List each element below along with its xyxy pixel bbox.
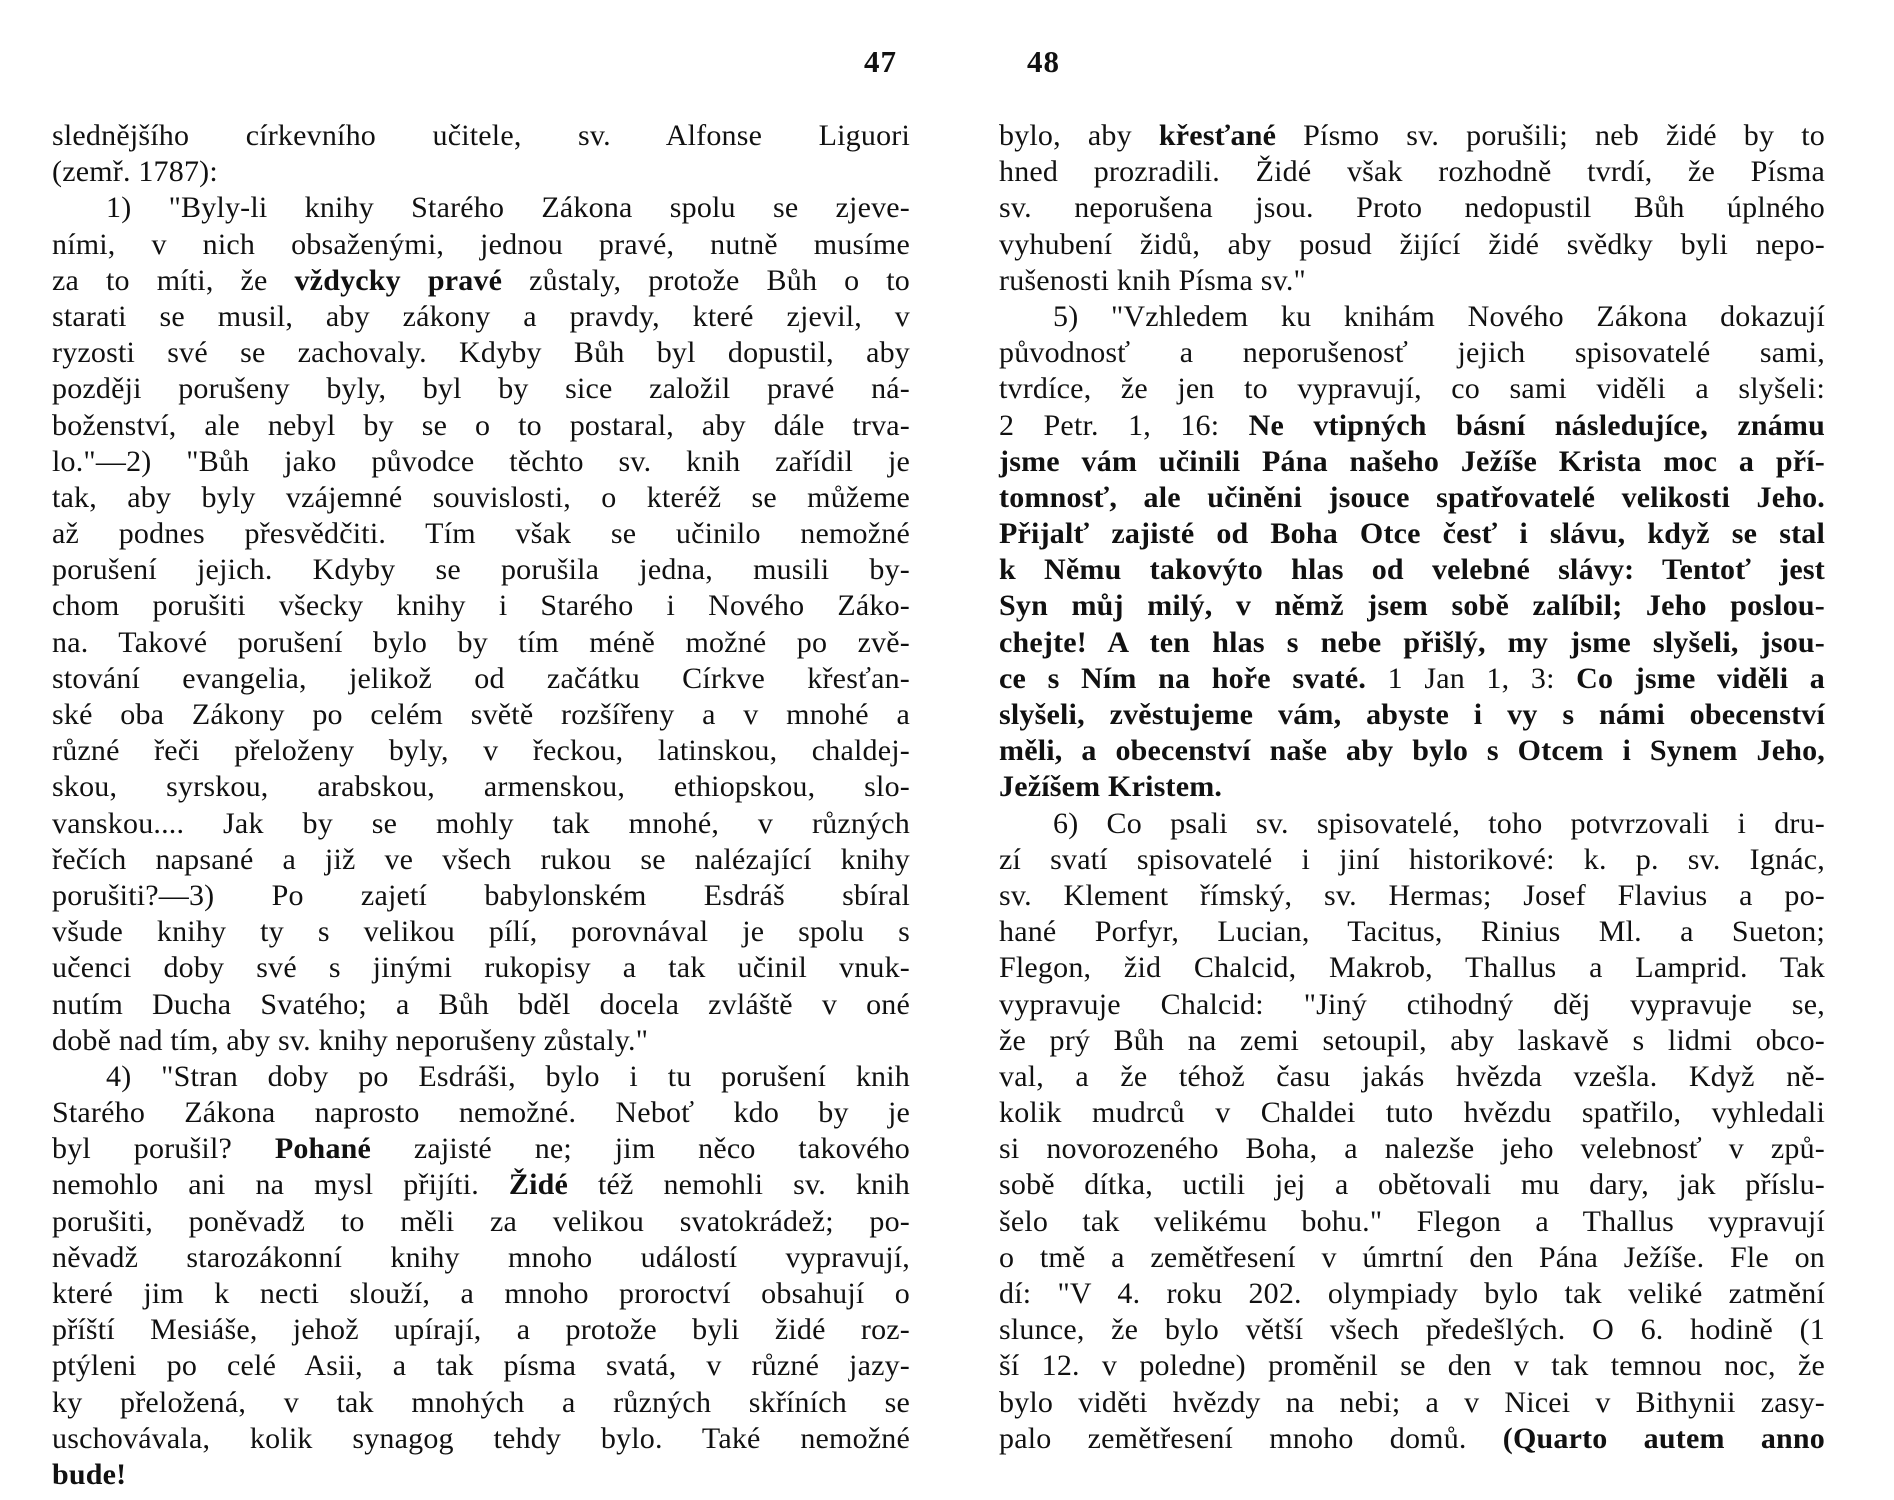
text-line — [999, 552, 1825, 588]
text-line — [999, 987, 1825, 1023]
text-line — [999, 661, 1825, 697]
text-line — [999, 1240, 1825, 1276]
bold-text-segment: ce s Ním na hoře svaté. — [999, 661, 1367, 695]
text-segment: na. Takové porušení bylo by tím méně možné po zvě- — [52, 625, 910, 659]
text-segment: vypravuje Chalcid: "Jiný ctihodný děj vypravuje se, — [999, 987, 1825, 1021]
text-line — [999, 118, 1825, 154]
text-segment: zí svatí spisovatelé i jiní historikové: k. p. sv. Ignác, — [999, 842, 1825, 876]
text-segment: ními, v nich obsaženými, jednou pravé, nutně musíme — [52, 227, 910, 261]
text-line — [999, 371, 1825, 407]
text-line — [999, 154, 1825, 190]
bold-text-segment: Přijalť zajisté od Boha Otce česť i slávu, když se stal — [999, 517, 1825, 551]
text-line — [999, 444, 1825, 480]
page-number: 47 — [864, 44, 897, 79]
text-segment: vyhubení židů, aby posud žijící židé svědky byli nepo- — [999, 227, 1825, 261]
text-line — [999, 335, 1825, 371]
text-line — [52, 371, 910, 407]
bold-text-segment: slyšeli, zvěstujeme vám, abyste i vy s námi obecenství — [999, 698, 1825, 731]
text-segment: až podnes přesvědčiti. Tím však se učinilo nemožné — [52, 517, 910, 551]
text-segment: učenci doby své s jinými rukopisy a tak učinil vnuk- — [52, 951, 910, 985]
bold-text-segment: k Němu takovýto hlas od velebné slávy: Tentoť jest — [999, 553, 1825, 587]
text-segment: různé řeči přeloženy byly, v řeckou, latinskou, chaldej- — [52, 734, 910, 768]
bold-text-segment: (Quarto autem anno — [1502, 1421, 1825, 1455]
text-segment: později porušeny byly, byl by sice založil pravé ná- — [52, 372, 910, 406]
text-line — [999, 1421, 1825, 1457]
bold-text-segment: Syn můj milý, v němž jsem sobě zalíbil; Jeho poslou- — [999, 589, 1825, 623]
text-line — [999, 516, 1825, 552]
text-segment: původnosť a neporušenosť jejich spisovatelé sami, — [999, 336, 1825, 370]
text-segment: stování evangelia, jelikož od začátku Církve křesťan- — [52, 661, 910, 695]
text-segment: sv. neporušena jsou. Proto nedopustil Bůh úplného — [999, 191, 1825, 225]
text-segment: uschovávala, kolik synagog tehdy bylo. Také nemožné — [52, 1421, 910, 1455]
text-segment: 1 Jan 1, 3: — [1366, 661, 1577, 695]
text-line — [999, 227, 1825, 263]
text-line — [999, 190, 1825, 226]
text-line — [52, 1312, 910, 1348]
text-segment: 1) "Byly-li knihy Starého Zákona spolu se zjeve- — [106, 191, 910, 225]
text-segment: si novorozeného Boha, a nalezše jeho velebnosť v způ- — [999, 1132, 1825, 1166]
text-segment: příští Mesiáše, jehož upírají, a protože byli židé roz- — [52, 1313, 910, 1347]
text-segment: byl porušil? — [52, 1132, 275, 1166]
text-segment: skou, syrskou, arabskou, armenskou, ethiopskou, slo- — [52, 770, 910, 804]
text-segment: nutím Ducha Svatého; a Bůh bděl docela zvláště v oné — [52, 987, 910, 1021]
text-segment: rušenosti knih Písma sv." — [999, 263, 1306, 297]
text-line — [52, 299, 910, 335]
text-line — [52, 1023, 910, 1059]
text-segment: lo."—2) "Bůh jako původce těchto sv. knih zařídil je — [52, 444, 910, 478]
bold-text-segment: měli, a obecenství naše aby bylo s Otcem i Synem Jeho, — [999, 734, 1825, 768]
text-line — [999, 625, 1825, 661]
body-text — [999, 118, 1825, 1457]
body-text — [52, 118, 910, 1493]
text-line — [999, 806, 1825, 842]
text-line — [999, 950, 1825, 986]
text-line — [52, 408, 910, 444]
text-line — [52, 480, 910, 516]
text-line — [52, 1131, 910, 1167]
text-line — [999, 263, 1825, 299]
text-line — [52, 1059, 910, 1095]
text-line — [999, 1023, 1825, 1059]
text-segment: o tmě a zemětřesení v úmrtní den Pána Ježíše. Fle on — [999, 1240, 1825, 1274]
text-segment: (zemř. 1787): — [52, 155, 218, 189]
text-line — [999, 878, 1825, 914]
text-segment: sv. Klement římský, sv. Hermas; Josef Flavius a po- — [999, 878, 1825, 912]
text-line — [52, 1457, 910, 1493]
text-segment: ryzosti své se zachovaly. Kdyby Bůh byl dopustil, aby — [52, 336, 910, 370]
text-line — [52, 950, 910, 986]
text-line — [999, 1131, 1825, 1167]
text-segment: něvadž starozákonní knihy mnoho událostí vypravují, — [52, 1240, 910, 1274]
text-line — [52, 697, 910, 733]
text-segment: ší 12. v poledne) proměnil se den v tak temnou noc, že — [999, 1349, 1825, 1383]
text-line — [999, 408, 1825, 444]
bold-text-segment: Ježíšem Kristem. — [999, 770, 1223, 804]
text-line — [52, 1348, 910, 1384]
bold-text-segment: Ne vtipných básní následujíce, známu — [1248, 408, 1825, 442]
text-segment: šelo tak velikému bohu." Flegon a Thallus vypravují — [999, 1204, 1825, 1238]
text-segment: 4) "Stran doby po Esdráši, bylo i tu porušení knih — [106, 1059, 910, 1093]
page-number: 48 — [1027, 44, 1060, 79]
text-segment: zůstaly, protože Bůh o to — [502, 263, 911, 297]
text-line — [52, 1385, 910, 1421]
text-line — [999, 299, 1825, 335]
text-segment: ky přeložená, v tak mnohých a různých skříních se — [52, 1385, 910, 1419]
text-line — [52, 1204, 910, 1240]
text-line — [52, 516, 910, 552]
text-line — [52, 118, 910, 154]
text-line — [52, 227, 910, 263]
text-line — [52, 878, 910, 914]
text-line — [999, 914, 1825, 950]
text-line — [52, 1167, 910, 1203]
text-line — [999, 1312, 1825, 1348]
text-segment: Písmo sv. porušili; neb židé by to — [1276, 119, 1825, 152]
text-segment: 2 Petr. 1, 16: — [999, 408, 1249, 442]
text-segment: též nemohli sv. knih — [568, 1168, 910, 1202]
text-segment: Starého Zákona naprosto nemožné. Neboť kdo by je — [52, 1096, 910, 1130]
text-segment: ptýleni po celé Asii, a tak písma svatá, v různé jazy- — [52, 1349, 910, 1383]
text-segment: ské oba Zákony po celém světě rozšířeny a v mnohé a — [52, 698, 910, 731]
text-segment: vanskou.... Jak by se mohly tak mnohé, v různých — [52, 806, 910, 840]
text-segment: tvrdíce, že jen to vypravují, co sami viděli a slyšeli: — [999, 372, 1825, 406]
text-line — [52, 1276, 910, 1312]
text-segment: 6) Co psali sv. spisovatelé, toho potvrzovali i dru- — [1053, 806, 1825, 840]
text-segment: tak, aby byly vzájemné souvislosti, o kteréž se můžeme — [52, 480, 910, 514]
text-line — [52, 1095, 910, 1131]
text-segment: řečích napsané a již ve všech rukou se nalézající knihy — [52, 842, 910, 876]
bold-text-segment: vždycky pravé — [294, 263, 503, 297]
text-line — [999, 1204, 1825, 1240]
text-segment: všude knihy ty s velikou pílí, porovnával je spolu s — [52, 915, 910, 949]
bold-text-segment: Co jsme viděli a — [1576, 661, 1825, 695]
text-segment: porušiti?—3) Po zajetí babylonském Esdráš sbíral — [52, 878, 910, 912]
text-segment: bylo, aby — [999, 119, 1159, 152]
text-line — [999, 842, 1825, 878]
text-segment: porušiti, poněvadž to měli za velikou svatokrádež; po- — [52, 1204, 910, 1238]
text-segment: době nad tím, aby sv. knihy neporušeny zůstaly." — [52, 1023, 649, 1057]
text-line — [52, 154, 910, 190]
text-segment: palo zemětřesení mnoho domů. — [999, 1421, 1503, 1455]
text-line — [52, 1240, 910, 1276]
bold-text-segment: Pohané — [274, 1132, 372, 1166]
text-line — [52, 552, 910, 588]
text-line — [999, 769, 1825, 805]
text-line — [52, 263, 910, 299]
text-line — [52, 190, 910, 226]
text-line — [52, 733, 910, 769]
text-line — [52, 444, 910, 480]
text-line — [999, 1095, 1825, 1131]
bold-text-segment: Židé — [508, 1168, 569, 1202]
text-line — [52, 914, 910, 950]
bold-text-segment: jsme vám učinili Pána našeho Ježíše Krista moc a pří- — [999, 444, 1825, 478]
bold-text-segment: bude! — [52, 1457, 127, 1491]
text-segment: dí: "V 4. roku 202. olympiady bylo tak veliké zatmění — [999, 1277, 1825, 1310]
text-line — [52, 987, 910, 1023]
text-line — [52, 769, 910, 805]
text-line — [999, 1167, 1825, 1203]
text-line — [999, 1348, 1825, 1384]
text-segment: slunce, že bylo větší všech předešlých. O 6. hodině (1 — [999, 1313, 1825, 1347]
text-segment: boženství, ale nebyl by se o to postaral, aby dále trva- — [52, 408, 910, 442]
text-segment: za to míti, že — [52, 263, 295, 297]
text-line — [52, 661, 910, 697]
text-line — [999, 697, 1825, 733]
text-line — [52, 806, 910, 842]
text-line — [52, 588, 910, 624]
text-line — [999, 588, 1825, 624]
bold-text-segment: tomnosť, ale učiněni jsouce spatřovatelé velikosti Jeho. — [999, 480, 1825, 514]
text-segment: hned prozradili. Židé však rozhodně tvrdí, že Písma — [999, 155, 1825, 189]
text-segment: sobě dítka, uctili jej a obětovali mu dary, jak příslu- — [999, 1168, 1825, 1202]
text-segment: které jim k necti slouží, a mnoho proroctví obsahují o — [52, 1277, 910, 1310]
text-line — [999, 733, 1825, 769]
text-segment: starati se musil, aby zákony a pravdy, které zjevil, v — [52, 299, 910, 333]
text-segment: hané Porfyr, Lucian, Tacitus, Rinius Ml. a Sueton; — [999, 915, 1825, 949]
text-segment: že prý Bůh na zemi setoupil, aby laskavě s lidmi obco- — [999, 1023, 1825, 1057]
text-segment: zajisté ne; jim něco takového — [371, 1132, 910, 1166]
bold-text-segment: křesťané — [1158, 119, 1277, 152]
text-line — [52, 842, 910, 878]
text-line — [52, 1421, 910, 1457]
text-line — [999, 1385, 1825, 1421]
text-segment: 5) "Vzhledem ku knihám Nového Zákona dokazují — [1053, 299, 1825, 333]
bold-text-segment: chejte! A ten hlas s nebe přišlý, my jsme slyšeli, jsou- — [999, 625, 1825, 659]
text-segment: nemohlo ani na mysl přijíti. — [52, 1168, 509, 1202]
text-segment: porušení jejich. Kdyby se porušila jedna, musili by- — [52, 553, 910, 587]
text-line — [52, 335, 910, 371]
text-line — [999, 1276, 1825, 1312]
right-page — [947, 0, 1894, 1500]
text-segment: kolik mudrců v Chaldei tuto hvězdu spatřilo, vyhledali — [999, 1096, 1825, 1130]
text-segment: bylo viděti hvězdy na nebi; a v Nicei v Bithynii zasy- — [999, 1385, 1825, 1419]
text-line — [52, 625, 910, 661]
text-line — [999, 1059, 1825, 1095]
text-segment: chom porušiti všecky knihy i Starého i Nového Záko- — [52, 589, 910, 623]
text-segment: slednějšího církevního učitele, sv. Alfonse Liguori — [52, 119, 910, 152]
text-segment: Flegon, žid Chalcid, Makrob, Thallus a Lamprid. Tak — [999, 951, 1825, 985]
text-segment: val, a že téhož času jakás hvězda vzešla. Když ně- — [999, 1059, 1825, 1093]
text-line — [999, 480, 1825, 516]
